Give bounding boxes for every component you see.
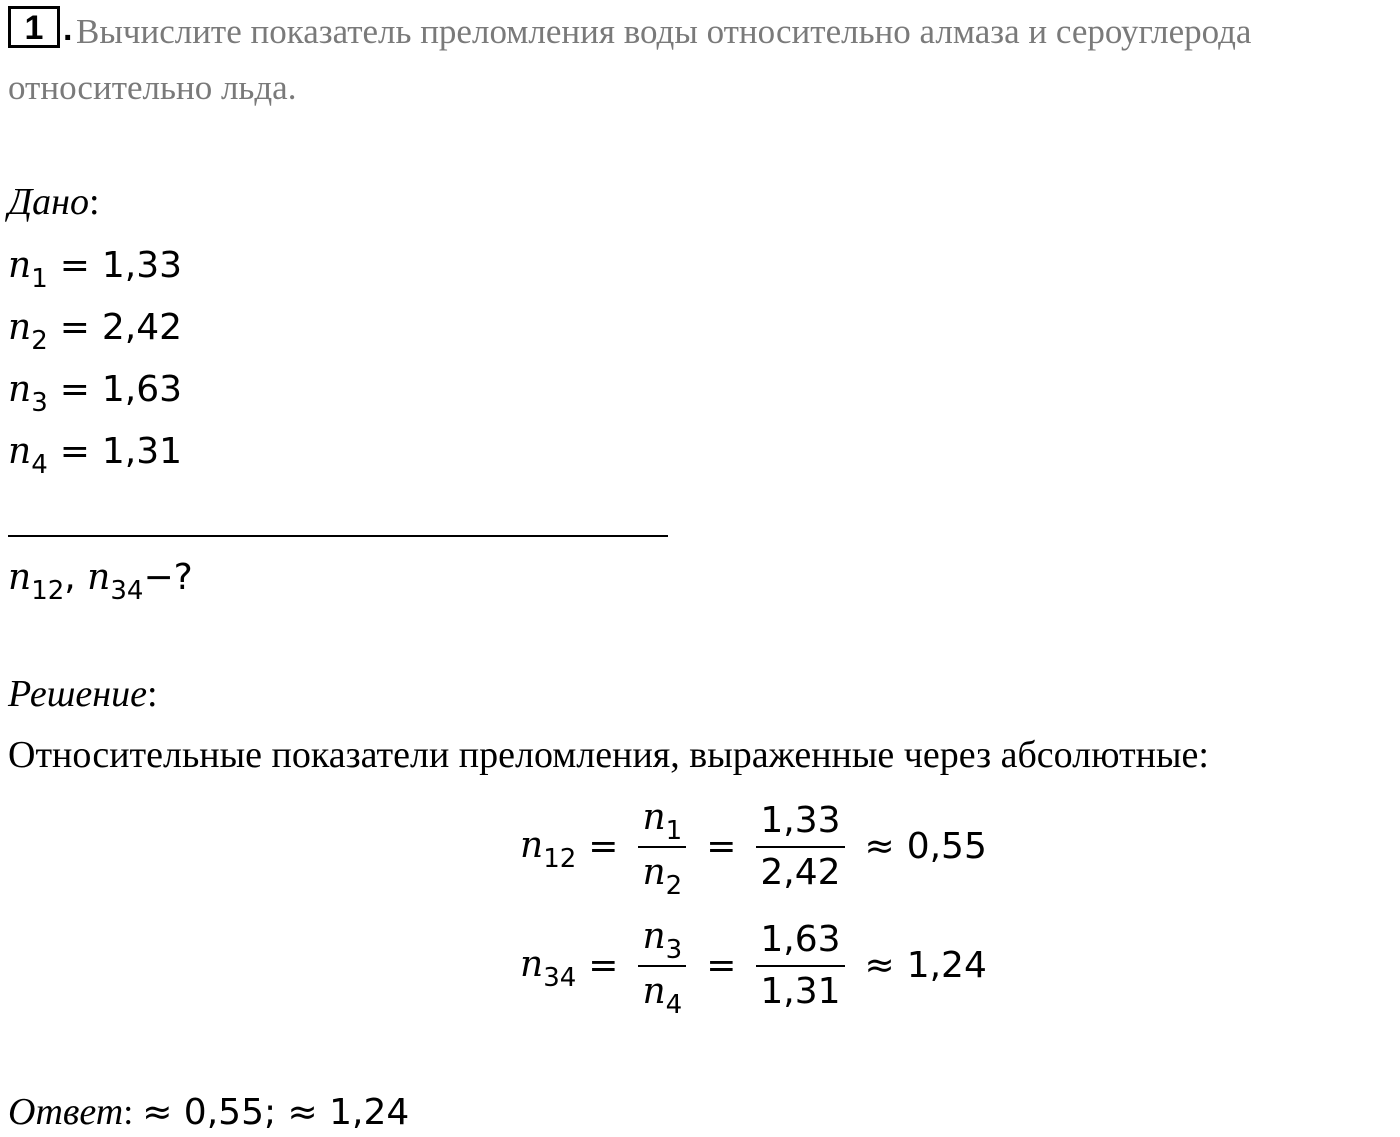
fraction-numeric [756, 796, 844, 898]
frac-num-value: 1,63 [760, 919, 841, 960]
answer-line: Ответ: ≈ 0,55; ≈ 1,24 [8, 1091, 410, 1133]
fraction-numeric [756, 915, 844, 1017]
problem-text-line2: относительно льда. [8, 68, 297, 107]
given-var: n [8, 431, 32, 472]
frac-den-sub: 2 [665, 871, 683, 901]
problem-number-box [8, 6, 60, 48]
frac-num-sub: 1 [665, 816, 683, 846]
frac-num-value: 1,33 [760, 800, 841, 841]
given-var: n [8, 245, 32, 286]
given-heading: Дано: [8, 181, 100, 223]
equation-1: $n_{12}$ = $\frac{n_1}{n_2}$ = $\frac{1,33}{2,42}$ ≈ 0,55 [520, 793, 987, 901]
solution-text: Относительные показатели преломления, выраженные через абсолютные: [8, 734, 1209, 776]
problem-number-dot: . [63, 10, 73, 48]
fraction-symbolic: $\frac{n_3}{n_4}$ [638, 912, 686, 1020]
eq-lhs-sub: 34 [543, 962, 577, 993]
given-heading-label: Дано [8, 181, 90, 223]
given-sub: 1 [31, 264, 48, 294]
find-suffix: −? [143, 557, 193, 598]
given-sub: 3 [31, 388, 48, 418]
answer-heading: Ответ [8, 1091, 124, 1133]
find-line: $n_{12}$, $n_{34}-$? [8, 557, 193, 606]
find-var: n [8, 557, 32, 598]
given-item-3: $n_3 = 1,63$ [8, 369, 183, 418]
eq-result: 1,24 [906, 945, 987, 986]
find-sub: 12 [31, 576, 65, 606]
equation-2: $n_{34}$ = $\frac{n_3}{n_4}$ = $\frac{1,63}{1,31}$ ≈ 1,24 [520, 912, 987, 1020]
given-item-1: $n_1 = 1,33$ [8, 245, 183, 294]
given-value: 2,42 [101, 307, 183, 348]
given-sub: 2 [31, 326, 48, 356]
answer-text: ≈ 0,55; ≈ 1,24 [142, 1092, 410, 1133]
given-value: 1,33 [101, 245, 183, 286]
solution-heading: Решение: [8, 673, 158, 715]
eq-lhs-sub: 12 [543, 843, 577, 874]
solution-heading-label: Решение [8, 673, 147, 715]
problem-number: 1 [24, 9, 44, 47]
given-divider [8, 535, 668, 537]
given-sub: 4 [31, 450, 48, 480]
find-sub: 34 [110, 576, 144, 606]
given-value: 1,31 [101, 431, 183, 472]
given-var: n [8, 307, 32, 348]
frac-den-value: 1,31 [760, 971, 841, 1012]
problem-text-line1: Вычислите показатель преломления воды относительно алмаза и сероуглерода [76, 12, 1252, 51]
frac-num-sub: 3 [665, 935, 683, 965]
given-var: n [8, 369, 32, 410]
frac-den-sub: 4 [665, 990, 683, 1020]
fraction-symbolic: $\frac{n_1}{n_2}$ [638, 793, 686, 901]
given-value: 1,63 [101, 369, 183, 410]
given-item-4: $n_4 = 1,31$ [8, 431, 183, 480]
frac-den-value: 2,42 [760, 852, 841, 893]
eq-result: 0,55 [906, 826, 987, 867]
find-var: n [87, 557, 111, 598]
given-item-2: $n_2 = 2,42$ [8, 307, 183, 356]
